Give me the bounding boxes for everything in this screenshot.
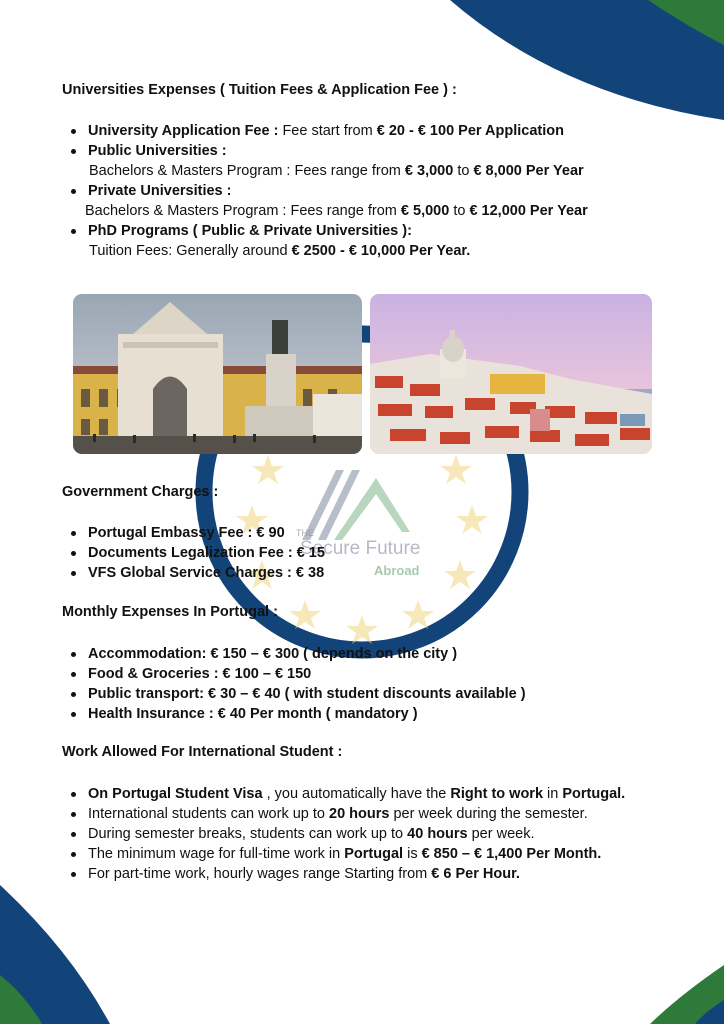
public-detail-text: Bachelors & Masters Program : Fees range from — [89, 163, 405, 179]
work-list — [70, 784, 625, 884]
work-text: The minimum wage for full-time work in — [88, 846, 345, 862]
list-item-phd-programs — [70, 221, 588, 241]
list-item: VFS Global Service Charges : € 38 — [70, 563, 325, 583]
work-visa-text: On Portugal Student Visa — [88, 786, 263, 802]
work-hours-text: 20 hours — [329, 806, 390, 822]
public-detail — [70, 161, 588, 181]
tuition-list — [70, 121, 588, 261]
list-item: Health Insurance : € 40 Per month ( mandatory ) — [70, 704, 526, 724]
government-title: Government Charges : — [62, 484, 219, 500]
work-right-text: Right to work — [450, 786, 544, 802]
list-item: Public transport: € 30 – € 40 ( with student discounts available ) — [70, 684, 526, 704]
work-hours-text: 40 hours — [407, 826, 468, 842]
monthly-title: Monthly Expenses In Portugal : — [62, 604, 278, 620]
work-portugal-text: Portugal — [344, 846, 404, 862]
work-text: International students can work up to — [88, 806, 330, 822]
work-portugal-text: Portugal. — [562, 786, 626, 802]
work-text: For part-time work, hourly wages range Starting from — [88, 866, 432, 882]
list-item-application-fee — [70, 121, 588, 141]
watermark-logo-line2: Abroad — [374, 563, 420, 578]
app-fee-label: University Application Fee : — [88, 123, 279, 139]
private-detail — [70, 201, 588, 221]
watermark-logo-word: THE — [296, 528, 314, 538]
list-item — [70, 784, 625, 804]
private-to: € 12,000 Per Year — [469, 203, 588, 219]
tuition-title: Universities Expenses ( Tuition Fees & Application Fee ) : — [62, 82, 457, 98]
app-fee-text: Fee start from — [278, 123, 377, 139]
app-fee-amount: € 20 - € 100 Per Application — [376, 123, 564, 139]
monthly-list — [70, 644, 526, 724]
public-to-word: to — [453, 163, 474, 179]
lisbon-city-photo — [370, 294, 652, 454]
watermark-logo-line1: Secure Future — [300, 538, 421, 559]
private-label: Private Universities : — [88, 183, 232, 199]
work-text: is — [403, 846, 422, 862]
public-to: € 8,000 Per Year — [473, 163, 584, 179]
phd-detail — [70, 241, 588, 261]
work-text: per week during the semester. — [389, 806, 588, 822]
work-text: per week. — [467, 826, 535, 842]
list-item-public-universities — [70, 141, 588, 161]
list-item-private-universities — [70, 181, 588, 201]
list-item: Documents Legalization Fee : € 15 — [70, 543, 325, 563]
list-item: Portugal Embassy Fee : € 90 — [70, 523, 325, 543]
list-item — [70, 844, 625, 864]
list-item — [70, 864, 625, 884]
phd-detail-text: Tuition Fees: Generally around — [89, 243, 292, 259]
public-from: € 3,000 — [404, 163, 454, 179]
private-detail-text: Bachelors & Masters Program : Fees range from — [85, 203, 401, 219]
phd-label: PhD Programs ( Public & Private Universities ): — [88, 223, 412, 239]
list-item — [70, 804, 625, 824]
private-to-word: to — [449, 203, 470, 219]
work-wage-text: € 850 – € 1,400 Per Month. — [421, 846, 602, 862]
work-title: Work Allowed For International Student : — [62, 744, 343, 760]
private-from: € 5,000 — [400, 203, 450, 219]
work-text: During semester breaks, students can work up to — [88, 826, 408, 842]
list-item: Food & Groceries : € 100 – € 150 — [70, 664, 526, 684]
public-label: Public Universities : — [88, 143, 227, 159]
work-hourly-text: € 6 Per Hour. — [431, 866, 520, 882]
list-item: Accommodation: € 150 – € 300 ( depends on the city ) — [70, 644, 526, 664]
lisbon-arch-photo — [73, 294, 362, 454]
work-text: in — [543, 786, 563, 802]
government-list — [70, 523, 325, 583]
list-item — [70, 824, 625, 844]
phd-amount: € 2500 - € 10,000 Per Year. — [291, 243, 471, 259]
work-text: , you automatically have the — [262, 786, 451, 802]
